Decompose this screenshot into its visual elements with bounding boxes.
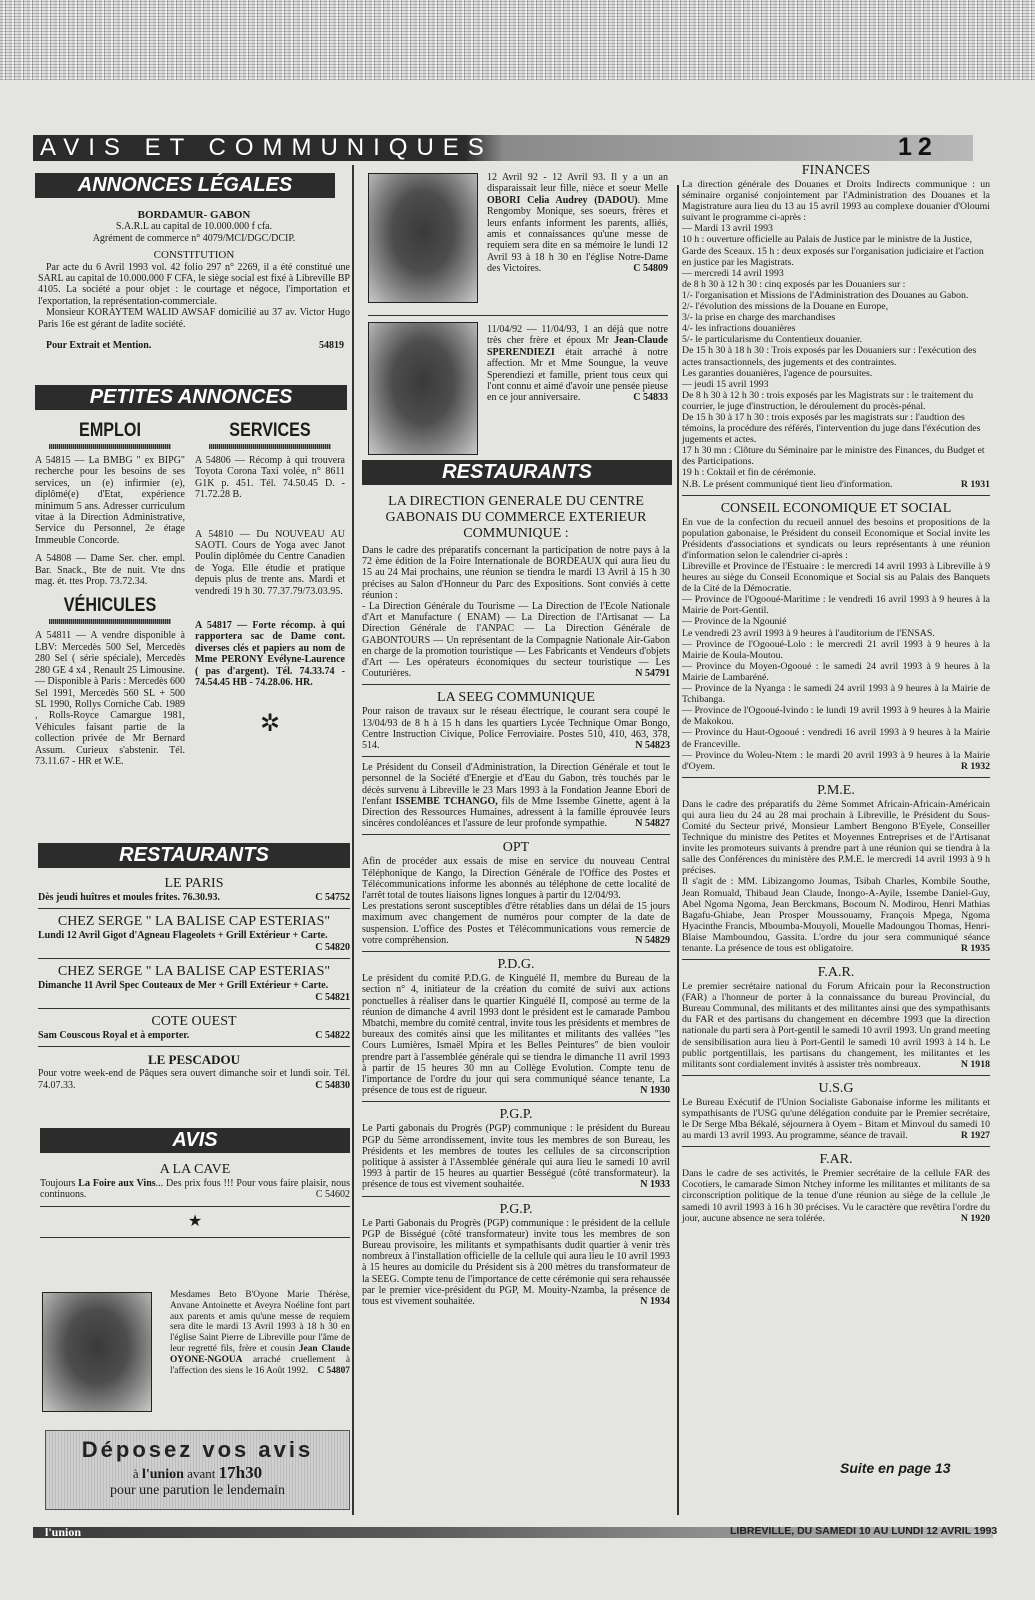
finances-text: 5/- le particularisme du Contentieux douanier. bbox=[682, 334, 863, 346]
usg-ref: R 1927 bbox=[960, 1130, 990, 1142]
pdg-ref: N 1930 bbox=[640, 1085, 670, 1097]
classified-ad: A 54810 — Du NOUVEAU AU SAOTI. Cours de Yoga avec Janot Poulin diplômée du Centre Canadien de Yoga. Elle étudie et pratique depuis plus de trente ans. Mardi et vendredi 19 h 30. 77.37.79/73.03.95. bbox=[195, 528, 345, 597]
usg-paragraph bbox=[682, 1097, 990, 1141]
restaurant-ref: C 54752 bbox=[315, 892, 350, 903]
usg-text: Le Bureau Exécutif de l'Union Socialiste Gabonaise informe les militants et sympathisants de l'USG qu'une délégation conduite par le Premier secrétaire, le Dr Serge Mba Békalé, séjournera à Oyem - Bitam et Minvoul du samedi 10 au mardi 13 avril 1993. Au programme, séance de travail. bbox=[682, 1096, 990, 1142]
cgce-heading: LA DIRECTION GENERALE DU CENTRE GABONAIS DU COMMERCE EXTERIEUR COMMUNIQUE : bbox=[385, 494, 647, 541]
ces-text: Le vendredi 23 avril 1993 à 9 heures à l'auditorium de l'ENSAS. bbox=[682, 627, 935, 639]
memorial-text: arraché cruellement à l'affection des siens le 16 Août 1992. bbox=[170, 1354, 350, 1376]
memorial-notice bbox=[170, 1290, 350, 1376]
far2-ref: N 1920 bbox=[960, 1212, 990, 1224]
asterisk-ornament-icon: ✲ bbox=[259, 710, 281, 737]
memorial-ref: C 54809 bbox=[633, 263, 668, 275]
star-icon: ★ bbox=[187, 1212, 203, 1230]
classified-ad: A 54811 — A vendre disponible à LBV: Mercedès 500 Sel, Mercedès 280 Sel ( série spéciale), Mercedès 280 GE 4 x4 , Renault 25 Limousine. — Disponible à Paris : Mercedès 600 Sel 1991, Mercedès 560 SL + 500 SL 1990, Rollys Corniche Cab. 1989 , Rolls-Royce Camargue 1981, Véhicules faisant partie de la collection privée de Mr Bernard Assum. Curieux s'abstenir. Tél. 73.11.67 - HR et W.E. bbox=[35, 630, 185, 767]
restaurant-ref: C 54821 bbox=[315, 991, 350, 1003]
finances-heading: FINANCES bbox=[801, 163, 871, 178]
company-agrement: Agrément de commerce n° 4079/MCI/DGC/DCIP. bbox=[92, 232, 296, 244]
pdg-text: Le président du comité P.D.G. de Kinguélé II, membre du Bureau de la section n° 4, initiateur de la création du comité de suivi aux actions ponctuelles à réaliser dans le quartier Kinguélé II, composé au terme de la réunion de dimanche 4 avril 1993 dont le président est le camarade Pambou Mbatchi, membre du comité central, invite tous les présidents et membres de bureaux des comités ainsi que les militantes et militants des vallées "les Cours Lumières, Ismaël Mpira et les Belles Peintures" de bien vouloir prendre part à l'assemblée générale qui se tiendra le dimanche 11 avril 1993 à partir de 15 heures 30 mn au Collège Evolution. Compte tenu de l'importance de l'ordre du jour qui sera communiqué séance tenante, La présence de tous est de rigueur. bbox=[362, 973, 670, 1097]
pme-heading: P.M.E. bbox=[817, 782, 855, 798]
far1-ref: N 1918 bbox=[960, 1058, 990, 1070]
portrait-photo bbox=[42, 1292, 152, 1412]
seeg-condolence-text: fils de Mme Issembe Ginette, agent à la Direction des Ressources Humaines, adressent à la famille éprouvée leurs sincères condoléances et l'assure de leur profonde sympathie. bbox=[362, 795, 671, 830]
restaurant-item bbox=[38, 964, 350, 1003]
restaurant-text: Lundi 12 Avril Gigot d'Agneau Flageolets + Grill Extérieur + Carte. bbox=[38, 930, 328, 942]
memorial-notice bbox=[487, 172, 668, 275]
seeg-text: Pour raison de travaux sur le réseau électrique, le courant sera coupé le 13/04/93 de 8 h à 15 h dans les quartiers Lycée Technique Omar Bongo, Centre Instruction Civique, Police Ferroviaire. Postes 510, 410, 463, 378, 514. bbox=[362, 706, 670, 752]
restaurant-ref: C 54830 bbox=[315, 1079, 350, 1091]
section-title: AVIS ET COMMUNIQUES bbox=[40, 134, 493, 161]
services-column bbox=[195, 420, 345, 737]
finances-text: N.B. Le présent communiqué tient lieu d'information. bbox=[682, 478, 893, 490]
classified-ad: A 54808 — Dame Ser. cher. empl. Bar. Snack., Bte de nuit. Vte dns mag. ét. ttes Prop. 73.72.34. bbox=[35, 553, 185, 588]
restaurant-text: Dès jeudi huîtres et moules frites. 76.30.93. bbox=[38, 892, 221, 903]
union-brand: l'union bbox=[141, 1467, 184, 1482]
footer-dateline: LIBREVILLE, DU SAMEDI 10 AU LUNDI 12 AVRIL 1993 bbox=[730, 1525, 998, 1537]
vehicules-section bbox=[35, 595, 185, 767]
restaurant-name: LE PESCADOU bbox=[147, 1052, 241, 1068]
divider bbox=[682, 959, 990, 960]
annonces-legales-banner: ANNONCES LÉGALES bbox=[35, 173, 335, 198]
restaurants-list bbox=[38, 876, 350, 1091]
divider bbox=[49, 444, 171, 449]
pdg-heading: P.D.G. bbox=[497, 957, 535, 973]
pgp-text: Le Parti gabonais du Progrès (PGP) communique : le président du Bureau PGP du 5ème arrondissement, invite tous les membres de son Bureau, les Présidents et les membres de toutes les cellules de sa circonscription politique à assister à l'Assemblée générale qui aura lieu le samedi 10 avril 1993 à partir de 15 heures au quartier Bességué (côté transformateur). la présence de tous est vivement souhaitée. bbox=[362, 1123, 670, 1191]
finances-text: 2/- l'évolution des missions de la Douane en Europe, bbox=[682, 301, 889, 313]
emploi-heading: EMPLOI bbox=[79, 420, 141, 441]
far2-paragraph bbox=[682, 1168, 990, 1223]
finances-text: De 15 h 30 à 17 h 30 : trois exposés par les magistrats sur : l'audtion des témoins, la procédure des référés, l'intervention du juge dans l'éxécution des jugements et actes. bbox=[682, 411, 981, 446]
memorial-text: . Mme Rengomby Monique, ses soeurs, frères et leurs enfants informent les parents, alliés, amis et connaissances qu'une messe de requiem sera dite en sa mémoire le lundi 12 Avril 93 à 18 h 30 en l'église Notre-Dame des Victoires. bbox=[487, 194, 669, 275]
memorial-text: était arraché à notre affection. Mr et Mme Soungue, la veuve Sperendiezi et famille, prient tous ceux qui l'ont connu et aimé d'avoir une pensée pieuse en ce jour anniversaire. bbox=[487, 346, 668, 404]
portrait-photo bbox=[368, 173, 478, 303]
mention-text: Pour Extrait et Mention. bbox=[46, 340, 152, 352]
restaurants-banner: RESTAURANTS bbox=[362, 460, 672, 485]
portrait-photo bbox=[368, 322, 478, 455]
divider bbox=[682, 777, 990, 778]
finances-ref: R 1931 bbox=[960, 478, 990, 490]
memorial-ref: C 54833 bbox=[633, 392, 668, 404]
ces-text: — Province de l'Ogooué-Maritime : le vendredi 16 avril 1993 à 9 heures à la Mairie de Port-Gentil. bbox=[682, 594, 990, 617]
pgp-heading: P.G.P. bbox=[499, 1107, 533, 1123]
emploi-column bbox=[35, 420, 185, 767]
far2-text: Dans le cadre de ses activités, le Premier secrétaire de la cellule FAR des Cocotiers, le camarade Simon Ntchey informe les militantes et militants de sa circonscription politique de la tenue d'une réunion au siège de la cellule ,le samedi 10 avril 1993 à 16 h 30 précises. Vu le caractère que revêtira l'ordre du jour, aucune absence ne sera tolérée. bbox=[682, 1168, 990, 1224]
ces-text: — Province de l'Ogooué-Ivindo : le lundi 19 avril 1993 à 9 heures à la Mairie de Makokou. bbox=[682, 705, 990, 728]
deposez-text: pour une parution le lendemain bbox=[110, 1483, 285, 1498]
pme-text: Il s'agit de : MM. Libizangomo Joumas, Tsibah Charles, Kombile Southe, Jean Romuald, Thibaud Jean Claude, Inongo-A-Ayile, Issembe Daniel-Guy, Abel Ngoma Ngoma, Jean Berckmans, Bocoum N. Modirou, Henri Mathias Bagafu-Ghiabe, Jean Prosper Moussouamy, François Mpega, Ngoma Hyacinthe Francis, Mboumba-Mouyoli, Mouelle Madoungou Thomas, Henri-Blaise Mamboundou, Gassita. L'ordre du jour sera communiqué séance tenante. La présence de tous est obligatoire. bbox=[682, 876, 990, 954]
restaurant-item bbox=[38, 876, 350, 903]
ces-text: — Province du Moyen-Ogooué : le samedi 24 avril 1993 à 9 heures à la Mairie de Lambaréné. bbox=[682, 660, 990, 683]
divider bbox=[682, 1075, 990, 1076]
pme-text: Dans le cadre des préparatifs du 2ème Sommet Africain-Africain-Américain qui aura lieu du 24 au 28 mai prochain à Libreville, le Président du Sous-Comité du Secteur privé, Monsieur Lambert Bengono B'Eyele, Conseiller Technique du ministre des Petites et Moyennes Entreprises et de l'Artisanat invite les promoteurs suivants à prendre part à une réunion qui se tiendra à la salle des Conférences du ministère des P.M.E. le mercredi 14 avril 1993 à 9 h précises. bbox=[682, 798, 990, 877]
pgp-ref: N 1934 bbox=[640, 1295, 670, 1307]
opt-text: Les prestations seront susceptibles d'être rétablies dans un délai de 15 jours maximum avec changement de numéros pour compter de la date de suspension. L'office des Postes et Télécommunications vous remercie de votre compréhension. bbox=[362, 901, 670, 946]
ces-heading: CONSEIL ECONOMIQUE ET SOCIAL bbox=[720, 500, 952, 516]
divider bbox=[49, 619, 171, 624]
finances-text: — mercredi 14 avril 1993 bbox=[682, 267, 784, 279]
ces-text: — Province du Haut-Ogooué : vendredi 16 avril 1993 à 9 heures à la Mairie de Franceville. bbox=[682, 727, 990, 750]
seeg-ref: N 54827 bbox=[635, 818, 670, 830]
finances-text: 19 h : Coktail et fin de cérémonie. bbox=[682, 467, 816, 479]
vehicules-heading: VÉHICULES bbox=[63, 595, 157, 617]
memorial-text: Mesdames Beto B'Oyone Marie Thérèse, Anvane Antoinette et Aveyra Noéline font part aux parents et amis qu'une messe de requiem sera dite le mardi 13 Avril 1993 à 18 h 30 en l'église Saint Pierre de Libreville pour l'âme de leur regretté fils, frère et cousin bbox=[170, 1290, 350, 1354]
pme-paragraph bbox=[682, 876, 990, 954]
deposez-text: avant bbox=[183, 1466, 219, 1481]
deposez-time: 17h30 bbox=[218, 1463, 263, 1482]
cgce-text: Dans le cadre des préparatifs concernant la participation de notre pays à la 72 ème édition de la Foire Internationale de BORDEAUX qui aura lieu du 15 au 24 Mai prochains, une réunion se tiendra le mardi 13 Avril à 15 h 30 précises au Salon d'Honneur du Parc des Expositions. Sont conviés à cette réunion : bbox=[362, 545, 670, 601]
classified-ad: A 54806 — Récomp à qui trouvera Toyota Corona Taxi volée, n° 8611 G1K p. 451. Tél. 74.50.45 D. - 71.72.28 B. bbox=[195, 455, 345, 501]
memorial-ref: C 54807 bbox=[317, 1365, 350, 1376]
restaurant-ref: C 54820 bbox=[315, 941, 350, 953]
restaurant-item bbox=[38, 1014, 350, 1041]
finances-text: 17 h 30 mn : Clôture du Séminaire par le ministre des Finances, du Budget et des Participations. bbox=[682, 445, 985, 468]
petites-annonces-banner: PETITES ANNONCES bbox=[35, 385, 347, 410]
finances-text: de 8 h 30 à 12 h 30 : cinq exposés par les Douaniers sur : bbox=[682, 278, 906, 290]
restaurant-text: Sam Couscous Royal et à emporter. bbox=[38, 1030, 190, 1042]
a-la-cave-heading: A LA CAVE bbox=[159, 1162, 231, 1177]
memorial-text: 12 Avril 92 - 12 Avril 93. Il y a un an disparaissait leur fille, nièce et soeur Melle bbox=[487, 172, 668, 195]
opt-text: Afin de procéder aux essais de mise en service du nouveau Central Téléphonique de Kango, la Direction Générale de l'Office des Postes et Télécommunications informe les abonnés au téléphone de cette localité de l'arrêt total de toutes liaisons lignes longues à partir du 12/04/93. bbox=[362, 856, 670, 902]
memorial-text: 11/04/92 — 11/04/93, 1 an déjà que notre très cher frère et époux Mr bbox=[487, 324, 668, 347]
footer-brand: l'union bbox=[45, 1525, 82, 1539]
far1-paragraph bbox=[682, 981, 990, 1070]
restaurant-ref: C 54822 bbox=[315, 1030, 350, 1042]
ces-text: — Province de la Nyanga : le samedi 24 avril 1993 à 9 heures à la Mairie de Tchibanga. bbox=[682, 683, 990, 706]
page-number: 12 bbox=[898, 133, 938, 161]
memorial-notice bbox=[487, 324, 668, 404]
cgce-ref: N 54791 bbox=[635, 668, 670, 680]
pgp-text: Le Parti Gabonais du Progrès (PGP) communique : le président de la cellule PGP de Bisségué (côté transformateur) invite tous les membres de son Bureau provisoire, les militants et sympathisants dudit quartier à venir très nombreux à l'installation officielle de la cellule qui aura lieu le 10 avril 1993 à 15 heures au domicile du Président sis à 200 mètres du transformateur de la SEEG. Compte tenu de l'importance de cette cérémonie qui sera rehaussée par le premier vice-président du PGP, M. Mouity-Nzamba, la présence de tous est vivement souhaitée. bbox=[362, 1217, 670, 1307]
pgp-heading: P.G.P. bbox=[499, 1201, 533, 1217]
scan-background bbox=[0, 0, 1035, 82]
avis-ref: C 54602 bbox=[315, 1189, 350, 1201]
restaurant-item bbox=[38, 1052, 350, 1091]
finances-text: De 15 h 30 à 18 h 30 : Trois exposés par les Douaniers sur : l'exécution des actes transactionnels, des jugements et des contraintes. bbox=[682, 345, 977, 368]
avis-section bbox=[40, 1162, 350, 1243]
suite-en-page[interactable]: Suite en page 13 bbox=[840, 1460, 951, 1476]
memorial-name: OBORI Celia Audrey (DADOU) bbox=[487, 194, 638, 206]
restaurant-item bbox=[38, 914, 350, 953]
memorial-name: Jean-Claude SPERENDIEZI bbox=[487, 335, 668, 358]
restaurant-name: CHEZ SERGE " LA BALISE CAP ESTERIAS" bbox=[57, 964, 331, 980]
classified-ad: A 54815 — La BMBG " ex BIPG" recherche pour les besoins de ses services, un (e) infirmier (e), diplômé(e) d'Etat, expérience minimum 5 ans. Adresser curriculum vitae à la Direction Administrative, Service du Personnel, 2e étage Immeuble Concorde. bbox=[35, 455, 185, 546]
far1-text: Le premier secrétaire national du Forum Africain pour la Reconstruction (FAR) a l'honneur de porter à la connaissance du bureau Provincial, du Bureau Communal, des militants et des militantes ainsi que des sympathisants du FAR et des partisans du changement en décembre 1993 que la direction nationale du parti sera à Port-gentil le samedi 10 avril 1993. Un grand meeting de sensibilisation aura lieu à Port-Gentil le samedi 10 avril 1993 à 14 h. Le public portgentillais, les partisans du changement, les militantes et les militants sont cordialement invités à assister très nombreaux. bbox=[682, 981, 990, 1070]
pme-ref: R 1935 bbox=[960, 943, 990, 954]
manager-text: Monsieur KORAYTEM WALID AWSAF domicilié au 37 av. Victor Hugo Paris 16e est gérant de ladite société. bbox=[38, 307, 350, 330]
avis-text: ... Des prix fous !!! Pour vous faire plaisir, nous continuons. bbox=[40, 1178, 350, 1201]
seeg-heading: LA SEEG COMMUNIQUE bbox=[437, 690, 595, 706]
seeg-condolence-text: Le Président du Conseil d'Administration, la Direction Générale et tout le personnel de la Société d'Energie et d'Eau du Gabon, très touchés par le décès survenu à Libreville le 23 Mars 1993 à la Fondation Jeanne Ebori de l'enfant bbox=[362, 762, 670, 807]
opt-ref: N 54829 bbox=[635, 934, 670, 946]
avis-text: Toujours bbox=[40, 1178, 79, 1189]
restaurant-name: CHEZ SERGE " LA BALISE CAP ESTERIAS" bbox=[57, 914, 331, 930]
right-notices bbox=[682, 163, 990, 1224]
middle-notices bbox=[362, 494, 670, 1307]
usg-heading: U.S.G bbox=[818, 1080, 854, 1096]
opt-heading: OPT bbox=[502, 840, 530, 856]
finances-text: 10 h : ouverture officielle au Palais de Justice par le ministre de la Justice, Garde des Sceaux. 15 h : deux exposés sur l'organisation judiciaire et l'action en justice par les Magistrats. bbox=[682, 234, 984, 268]
finances-text: — Mardi 13 avril 1993 bbox=[682, 223, 773, 235]
deposez-avis-box bbox=[45, 1430, 350, 1510]
avis-banner: AVIS bbox=[40, 1128, 350, 1153]
pgp-ref: N 1933 bbox=[640, 1179, 670, 1191]
deposez-title: Déposez vos avis bbox=[81, 1437, 314, 1462]
restaurant-name: COTE OUEST bbox=[151, 1014, 237, 1030]
ces-text: — Province de la Ngounié bbox=[682, 616, 787, 628]
divider bbox=[368, 315, 668, 316]
finances-text: 4/- les infractions douanières bbox=[682, 323, 796, 335]
finances-text: La direction générale des Douanes et Droits Indirects communique : un séminaire organisé conjointement par l'Administration des Douanes et la Magistrature aura lieu du 13 au 15 avril 1993 au complexe douanier d'Oloumi suivant le programme ci-après : bbox=[682, 179, 990, 224]
company-capital: S.A.R.L au capital de 10.000.000 f cfa. bbox=[115, 221, 273, 233]
column-divider bbox=[677, 185, 679, 1515]
bordamur-notice bbox=[38, 210, 350, 351]
restaurant-text: Dimanche 11 Avril Spec Couteaux de Mer + Grill Extérieur + Carte. bbox=[38, 980, 329, 992]
memorial-name: Jean Claude OYONE-NGOUA bbox=[170, 1343, 350, 1365]
ces-ref: R 1932 bbox=[960, 760, 990, 772]
far2-heading: F.AR. bbox=[819, 1152, 853, 1168]
ces-text: En vue de la confection du recueil annuel des besoins et propositions de la population gabonaise, le Président du conseil Economique et Social invite les Présidents d'associations et syndicats ou leurs représentants à une réunion d'information selon le calendrier ci-après : bbox=[682, 516, 990, 561]
far1-heading: F.A.R. bbox=[817, 965, 855, 981]
divider bbox=[682, 1146, 990, 1147]
services-heading: SERVICES bbox=[229, 420, 311, 441]
constitution-heading: CONSTITUTION bbox=[153, 249, 235, 262]
company-name: BORDAMUR- GABON bbox=[137, 209, 251, 221]
finances-text: 1/- l'organisation et Missions de l'Administration des Douanes au Gabon. bbox=[682, 289, 969, 301]
divider bbox=[682, 495, 990, 496]
ces-paragraph bbox=[682, 750, 990, 772]
divider bbox=[209, 444, 331, 449]
restaurants-banner: RESTAURANTS bbox=[38, 843, 350, 868]
finances-text: 3/- la prise en charge des marchandises bbox=[682, 312, 836, 324]
finances-paragraph bbox=[682, 479, 990, 490]
deposez-text: à bbox=[132, 1466, 142, 1481]
finances-text: Les garanties douanières, l'agence de poursuites. bbox=[682, 367, 873, 379]
column-divider bbox=[352, 165, 354, 1515]
seeg-condolence-name: ISSEMBE TCHANGO, bbox=[395, 795, 498, 807]
finances-text: — jeudi 15 avril 1993 bbox=[682, 378, 769, 390]
ces-text: Libreville et Province de l'Estuaire : le mercredi 14 avril 1993 à Libreville à 9 heures au siège du Conseil Economique et Social sis au Palais des Banquets de la Cité de la Démocratie. bbox=[682, 561, 990, 595]
notice-ref: 54819 bbox=[319, 340, 344, 352]
restaurant-name: LE PARIS bbox=[164, 876, 224, 891]
ces-text: — Province de l'Ogooué-Lolo : le mercredi 21 avril 1993 à 9 heures à la Mairie de Koula-Moutou. bbox=[682, 638, 990, 661]
seeg-ref: N 54823 bbox=[635, 740, 670, 752]
finances-text: De 8 h 30 à 12 h 30 : trois exposés par les Magistrats sur : le traitement du courrier, le juge d'instruction, le déroulement du procès-pénal. bbox=[682, 389, 974, 412]
restaurant-text: Pour votre week-end de Pâques sera ouvert dimanche soir et lundi soir. Tél. 74.07.33. bbox=[38, 1068, 350, 1091]
classified-ad: A 54817 — Forte récomp. à qui rapportera sac de Dame cont. diverses clés et papiers au nom de Mme PERONY Evélyne-Laurence ( pas d'argent). Tél. 74.33.74 - 74.54.45 HB - 74.28.06. HR. bbox=[195, 620, 345, 689]
cgce-text: - La Direction Générale du Tourisme — La Direction de l'Ecole Nationale d'Art et Manufacture ( ENAM) — La Direction de l'Artisanat — La Direction Générale de l'ANPAC — La Direction Générale de GABONTOURS — Un représentant de la Compagnie Nationale Air-Gabon en charge de la promotion touristique — Les Fabricants et Vendeurs d'objets d'Art — Les opérateurs économiques du secteur touristique — Les Couturières. bbox=[362, 601, 670, 680]
avis-text-bold: La Foire aux Vins bbox=[78, 1178, 156, 1189]
constitution-text: Par acte du 6 Avril 1993 vol. 42 folio 297 n° 2269, il a été constitué une SARL au capital de 10.000.000 F CFA, le siège social est fixé à Libreville BP 4105. La société a pour objet : le courtage et négoce, l'importation et l'exportation, la représentation-commerciale. bbox=[38, 261, 350, 307]
ces-text: — Province du Woleu-Ntem : le mardi 20 avril 1993 à 9 heures à la Mairie d'Oyem. bbox=[682, 749, 990, 772]
